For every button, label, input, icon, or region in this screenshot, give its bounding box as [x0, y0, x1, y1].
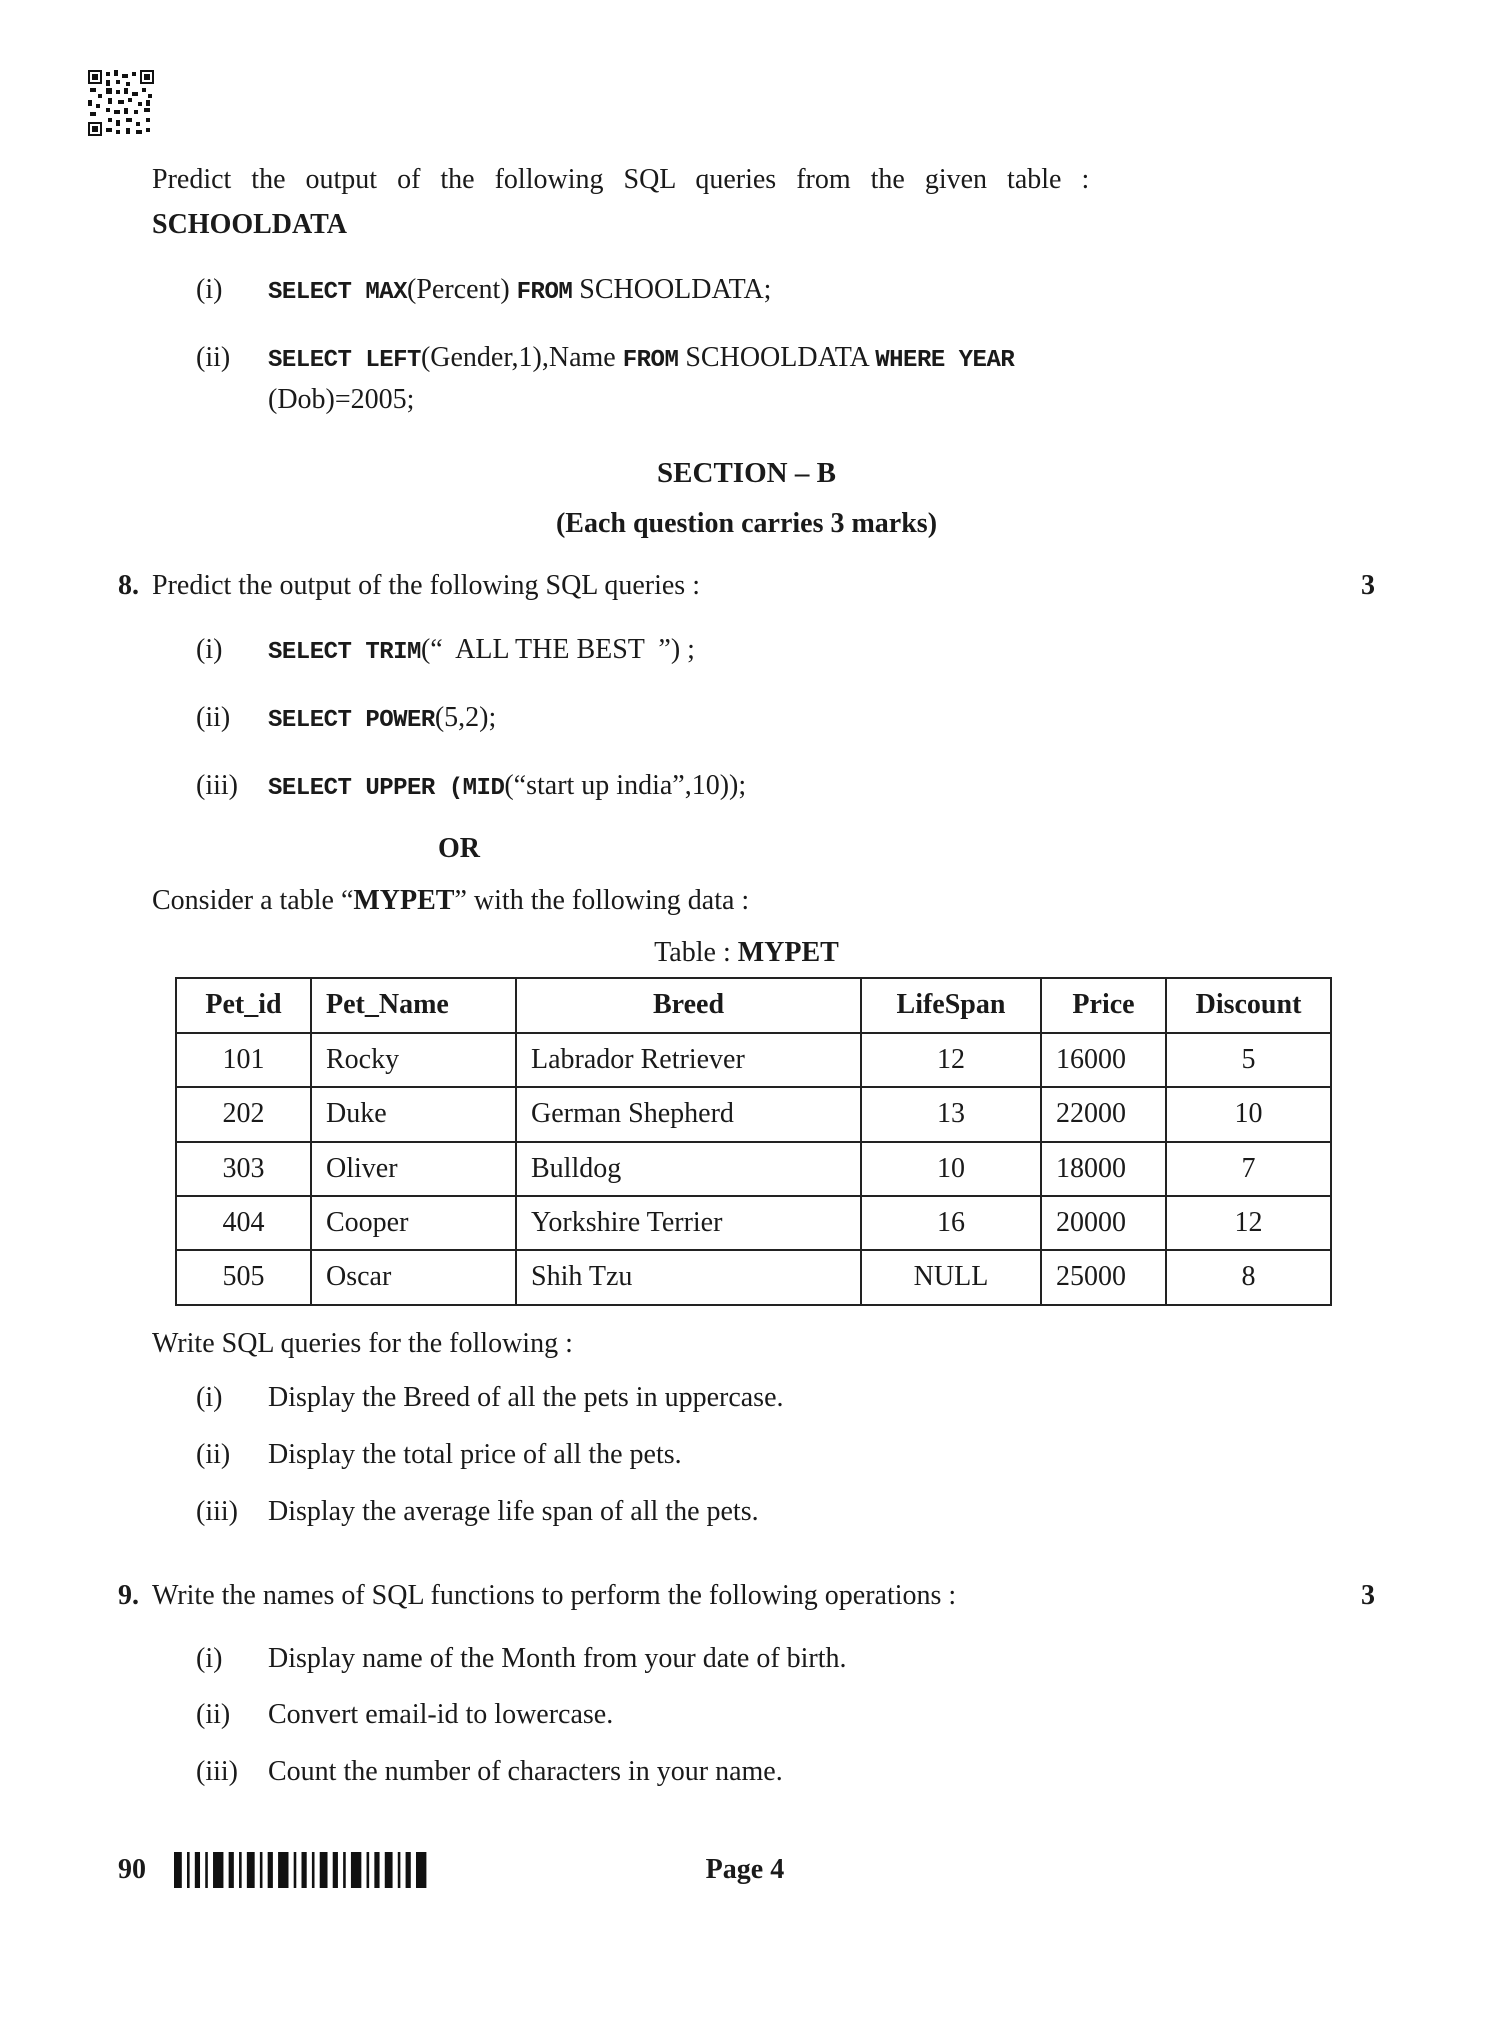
task-item: [196, 1639, 1375, 1680]
question-9-block: [118, 1576, 1375, 1792]
table-row: [176, 1250, 1331, 1304]
question-number: 9.: [118, 1580, 139, 1612]
table-cell: Duke: [311, 1087, 516, 1141]
task-label: (i): [196, 1382, 223, 1414]
sql-query: [268, 697, 1375, 739]
table-cell: 101: [176, 1033, 311, 1087]
sql-text: (5,2);: [434, 701, 497, 733]
schooldata-heading: SCHOOLDATA: [152, 208, 347, 240]
table-header-cell: LifeSpan: [861, 978, 1041, 1032]
task-label: (iii): [196, 1495, 238, 1527]
task-text: Display the total price of all the pets.: [268, 1438, 682, 1470]
sql-query: [268, 629, 1375, 671]
table-caption: [118, 937, 1375, 969]
table-cell: German Shepherd: [516, 1087, 861, 1141]
task-item: [196, 1378, 1375, 1419]
paper-code: 90: [118, 1854, 146, 1886]
write-queries-prompt: Write SQL queries for the following :: [152, 1327, 573, 1359]
item-label: (i): [196, 633, 223, 665]
table-row: [176, 1087, 1331, 1141]
item-label: (ii): [196, 342, 231, 374]
item-label: (ii): [196, 701, 231, 733]
or-separator: OR: [438, 832, 480, 864]
barcode-icon: [174, 1852, 429, 1888]
intro-prompt: Predict the output of the following SQL queries from the given table :: [152, 164, 1090, 195]
consider-prompt: [152, 881, 1375, 922]
sql-query: [268, 269, 1375, 311]
item-label: (iii): [196, 769, 238, 801]
table-cell: Shih Tzu: [516, 1250, 861, 1304]
table-row: [176, 1033, 1331, 1087]
table-cell: 202: [176, 1087, 311, 1141]
table-cell: Rocky: [311, 1033, 516, 1087]
table-header-cell: Price: [1041, 978, 1166, 1032]
table-row: [176, 1142, 1331, 1196]
table-cell: Labrador Retriever: [516, 1033, 861, 1087]
qr-code-icon: [88, 70, 1505, 136]
sql-keyword: SELECT MAX: [268, 279, 408, 307]
question-prompt: Write the names of SQL functions to perform the following operations :: [152, 1580, 957, 1612]
table-cell: Oscar: [311, 1250, 516, 1304]
table-cell: 16: [861, 1196, 1041, 1250]
task-label: (iii): [196, 1755, 238, 1787]
sql-query-item: [196, 697, 1375, 739]
page-footer: [118, 1848, 1375, 1892]
sql-text: (Gender,1),Name: [420, 342, 623, 374]
sql-text: (“ ALL THE BEST ”) ;: [420, 633, 695, 665]
task-label: (ii): [196, 1699, 231, 1731]
table-cell: 20000: [1041, 1196, 1166, 1250]
sql-keyword: SELECT LEFT: [268, 347, 421, 375]
task-item: [196, 1695, 1375, 1736]
page-number: Page 4: [705, 1854, 785, 1886]
sql-keyword: SELECT TRIM: [268, 638, 421, 666]
task-text: Convert email-id to lowercase.: [268, 1699, 614, 1731]
sql-query-item: [196, 629, 1375, 671]
sql-query: [268, 337, 1375, 421]
table-cell: 404: [176, 1196, 311, 1250]
caption-pre: Table :: [654, 937, 738, 969]
mypet-table: [175, 977, 1332, 1305]
task-item: [196, 1435, 1375, 1476]
sql-keyword: SELECT POWER: [268, 706, 435, 734]
question-9: [118, 1576, 1375, 1617]
task-item: [196, 1752, 1375, 1793]
section-subtitle: (Each question carries 3 marks): [555, 508, 938, 540]
question-prompt: Predict the output of the following SQL queries :: [152, 570, 700, 602]
table-cell: 22000: [1041, 1087, 1166, 1141]
table-row: [176, 1196, 1331, 1250]
sql-query-item: [196, 337, 1375, 421]
question-marks: 3: [1361, 1580, 1375, 1612]
consider-pre: Consider a table “: [152, 884, 354, 916]
table-cell: 18000: [1041, 1142, 1166, 1196]
table-cell: Oliver: [311, 1142, 516, 1196]
task-label: (ii): [196, 1438, 231, 1470]
table-cell: 10: [1166, 1087, 1331, 1141]
task-label: (i): [196, 1642, 223, 1674]
table-cell: 5: [1166, 1033, 1331, 1087]
table-header-cell: Pet_id: [176, 978, 311, 1032]
caption-table-name: MYPET: [737, 937, 839, 969]
sql-keyword: FROM: [622, 347, 679, 375]
sql-text: (“start up india”,10));: [504, 769, 747, 801]
sql-text: SCHOOLDATA: [678, 342, 876, 374]
consider-post: ” with the following data :: [454, 884, 750, 916]
sql-query: [268, 765, 1375, 807]
table-cell: Cooper: [311, 1196, 516, 1250]
sql-text: SCHOOLDATA;: [572, 274, 772, 306]
consider-table-name: MYPET: [353, 884, 455, 916]
table-cell: 16000: [1041, 1033, 1166, 1087]
table-cell: NULL: [861, 1250, 1041, 1304]
task-text: Display the Breed of all the pets in uppercase.: [268, 1382, 784, 1414]
sql-query-item: [196, 269, 1375, 311]
table-cell: Yorkshire Terrier: [516, 1196, 861, 1250]
task-text: Count the number of characters in your name.: [268, 1755, 783, 1787]
item-label: (i): [196, 274, 223, 306]
table-cell: 25000: [1041, 1250, 1166, 1304]
task-item: [196, 1492, 1375, 1533]
table-cell: 12: [1166, 1196, 1331, 1250]
table-cell: 13: [861, 1087, 1041, 1141]
sql-query-item: [196, 765, 1375, 807]
table-cell: 505: [176, 1250, 311, 1304]
table-header-row: [176, 978, 1331, 1032]
sql-keyword: SELECT UPPER (MID: [268, 774, 505, 802]
table-header-cell: Discount: [1166, 978, 1331, 1032]
question-8: [118, 566, 1375, 607]
table-cell: 10: [861, 1142, 1041, 1196]
sql-keyword: WHERE YEAR: [875, 347, 1015, 375]
sql-text: (Dob)=2005;: [268, 384, 415, 416]
task-text: Display name of the Month from your date of birth.: [268, 1642, 847, 1674]
question-number: 8.: [118, 570, 139, 602]
table-header-cell: Breed: [516, 978, 861, 1032]
question-marks: 3: [1361, 570, 1375, 602]
page-content: [0, 160, 1505, 1892]
table-cell: Bulldog: [516, 1142, 861, 1196]
table-cell: 12: [861, 1033, 1041, 1087]
sql-text: (Percent): [407, 274, 517, 306]
table-cell: 7: [1166, 1142, 1331, 1196]
table-header-cell: Pet_Name: [311, 978, 516, 1032]
sql-keyword: FROM: [516, 279, 573, 307]
section-title: SECTION – B: [657, 457, 836, 490]
table-cell: 8: [1166, 1250, 1331, 1304]
task-text: Display the average life span of all the pets.: [268, 1495, 759, 1527]
table-cell: 303: [176, 1142, 311, 1196]
